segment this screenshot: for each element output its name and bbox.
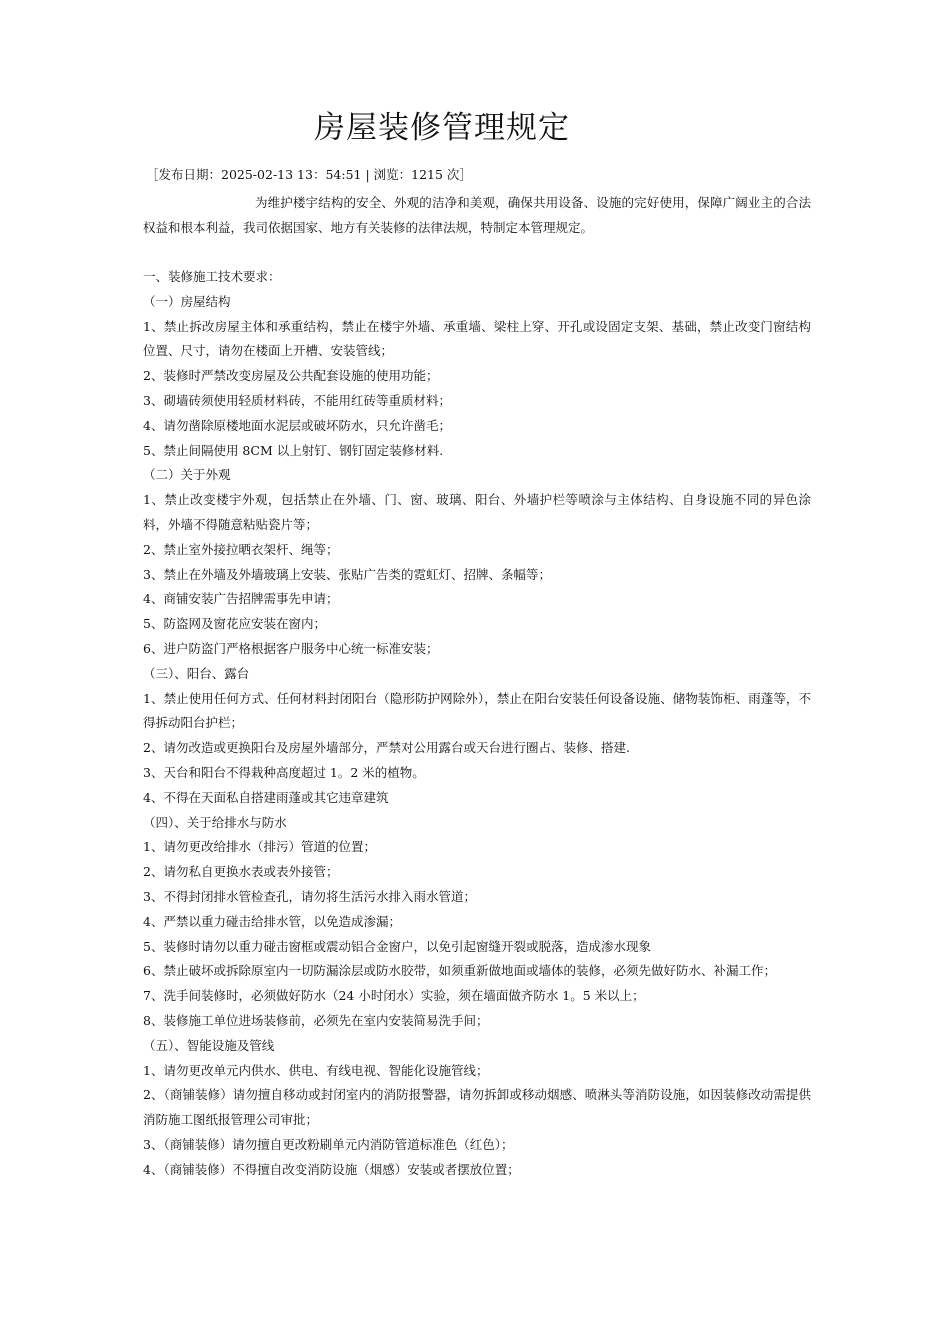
rule-item: 2、请勿私自更换水表或表外接管； [143, 864, 339, 880]
rule-item: 1、禁止拆改房屋主体和承重结构，禁止在楼宇外墙、承重墙、梁柱上穿、开孔或设固定支架、基础，禁止改变门窗结构位置、尺寸，请勿在楼面上开槽、安装管线； [143, 318, 811, 359]
publish-meta: ［发布日期：2025-02-13 13：54:51 | 浏览：1215 次］ [146, 167, 472, 182]
rule-item: 1、禁止改变楼宇外观，包括禁止在外墙、门、窗、玻璃、阳台、外墙护栏等喷涂与主体结构、自身设施不同的异色涂料，外墙不得随意粘贴瓷片等； [143, 492, 811, 532]
intro-paragraph: 为维护楼宇结构的安全、外观的洁净和美观，确保共用设备、设施的完好使用，保障广阔业主的合法权益和根本利益，我司依据国家、地方有关装修的法律法规，特制定本管理规定。 [143, 195, 811, 235]
rule-item: 1、请勿更改单元内供水、供电、有线电视、智能化设施管线； [143, 1062, 489, 1078]
rule-item: 5、防盗网及窗花应安装在窗内； [143, 616, 326, 632]
rule-item: 1、禁止使用任何方式、任何材料封闭阳台（隐形防护网除外），禁止在阳台安装任何设备设施、储物装饰柜、雨蓬等，不得拆动阳台护栏； [143, 690, 811, 731]
rule-item: 4、不得在天面私自搭建雨蓬或其它违章建筑 [143, 789, 389, 805]
subsection-heading: （一）房屋结构 [143, 293, 231, 309]
rule-item: 2、请勿改造或更换阳台及房屋外墙部分，严禁对公用露台或天台进行圈占、装修、搭建. [143, 740, 630, 756]
document-body [143, 166, 811, 1182]
subsection-heading: （二）关于外观 [143, 467, 231, 483]
rule-item: 6、进户防盗门严格根据客户服务中心统一标准安装； [143, 640, 439, 656]
rule-item: 3、（商铺装修）请勿擅自更改粉刷单元内消防管道标准色（红色）； [143, 1136, 514, 1152]
rule-item: 7、洗手间装修时，必须做好防水（24 小时闭水）实验，须在墙面做齐防水 1。5 米以上； [143, 988, 645, 1004]
rule-item: 4、商铺安装广告招牌需事先申请； [143, 591, 339, 607]
rule-item: 3、不得封闭排水管检查孔，请勿将生活污水排入雨水管道； [143, 888, 476, 904]
rule-item: 2、（商铺装修）请勿擅自移动或封闭室内的消防报警器，请勿拆卸或移动烟感、喷淋头等消防设施，如因装修改动需提供消防施工图纸报管理公司审批； [143, 1087, 811, 1128]
rule-item: 4、严禁以重力碰击给排水管，以免造成渗漏； [143, 913, 401, 929]
rule-item: 1、请勿更改给排水（排污）管道的位置； [143, 839, 376, 855]
rule-item: 5、装修时请勿以重力碰击窗框或震动铝合金窗户，以免引起窗缝开裂或脱落，造成渗水现象 [143, 938, 651, 954]
blank-line [143, 240, 811, 265]
rule-item: 8、装修施工单位进场装修前，必须先在室内安装简易洗手间； [143, 1012, 489, 1028]
rule-item: 5、禁止间隔使用 8CM 以上射钉、钢钉固定装修材料. [143, 442, 444, 458]
rule-item: 2、禁止室外接拉晒衣架杆、绳等； [143, 541, 339, 557]
rule-item: 3、砌墙砖须使用轻质材料砖，不能用红砖等重质材料； [143, 392, 451, 408]
rule-item: 4、请勿凿除原楼地面水泥层或破坏防水，只允许凿毛； [143, 417, 451, 433]
subsection-heading: （五）、智能设施及管线 [143, 1037, 275, 1053]
rule-item: 3、禁止在外墙及外墙玻璃上安装、张贴广告类的霓虹灯、招牌、条幅等； [143, 566, 551, 582]
subsection-heading: （四）、关于给排水与防水 [143, 814, 287, 830]
rule-item: 4、（商铺装修）不得擅自改变消防设施（烟感）安装或者摆放位置； [143, 1161, 520, 1177]
section-heading: 一、装修施工技术要求： [143, 269, 281, 284]
rule-item: 6、禁止破坏或拆除原室内一切防漏涂层或防水胶带，如须重新做地面或墙体的装修，必须先做好防水、补漏工作； [143, 963, 776, 979]
subsection-heading: （三）、阳台、露台 [143, 665, 250, 681]
rule-item: 3、天台和阳台不得栽种高度超过 1。2 米的植物。 [143, 764, 425, 780]
rule-item: 2、装修时严禁改变房屋及公共配套设施的使用功能； [143, 368, 439, 384]
page-title: 房屋装修管理规定 [314, 110, 570, 146]
